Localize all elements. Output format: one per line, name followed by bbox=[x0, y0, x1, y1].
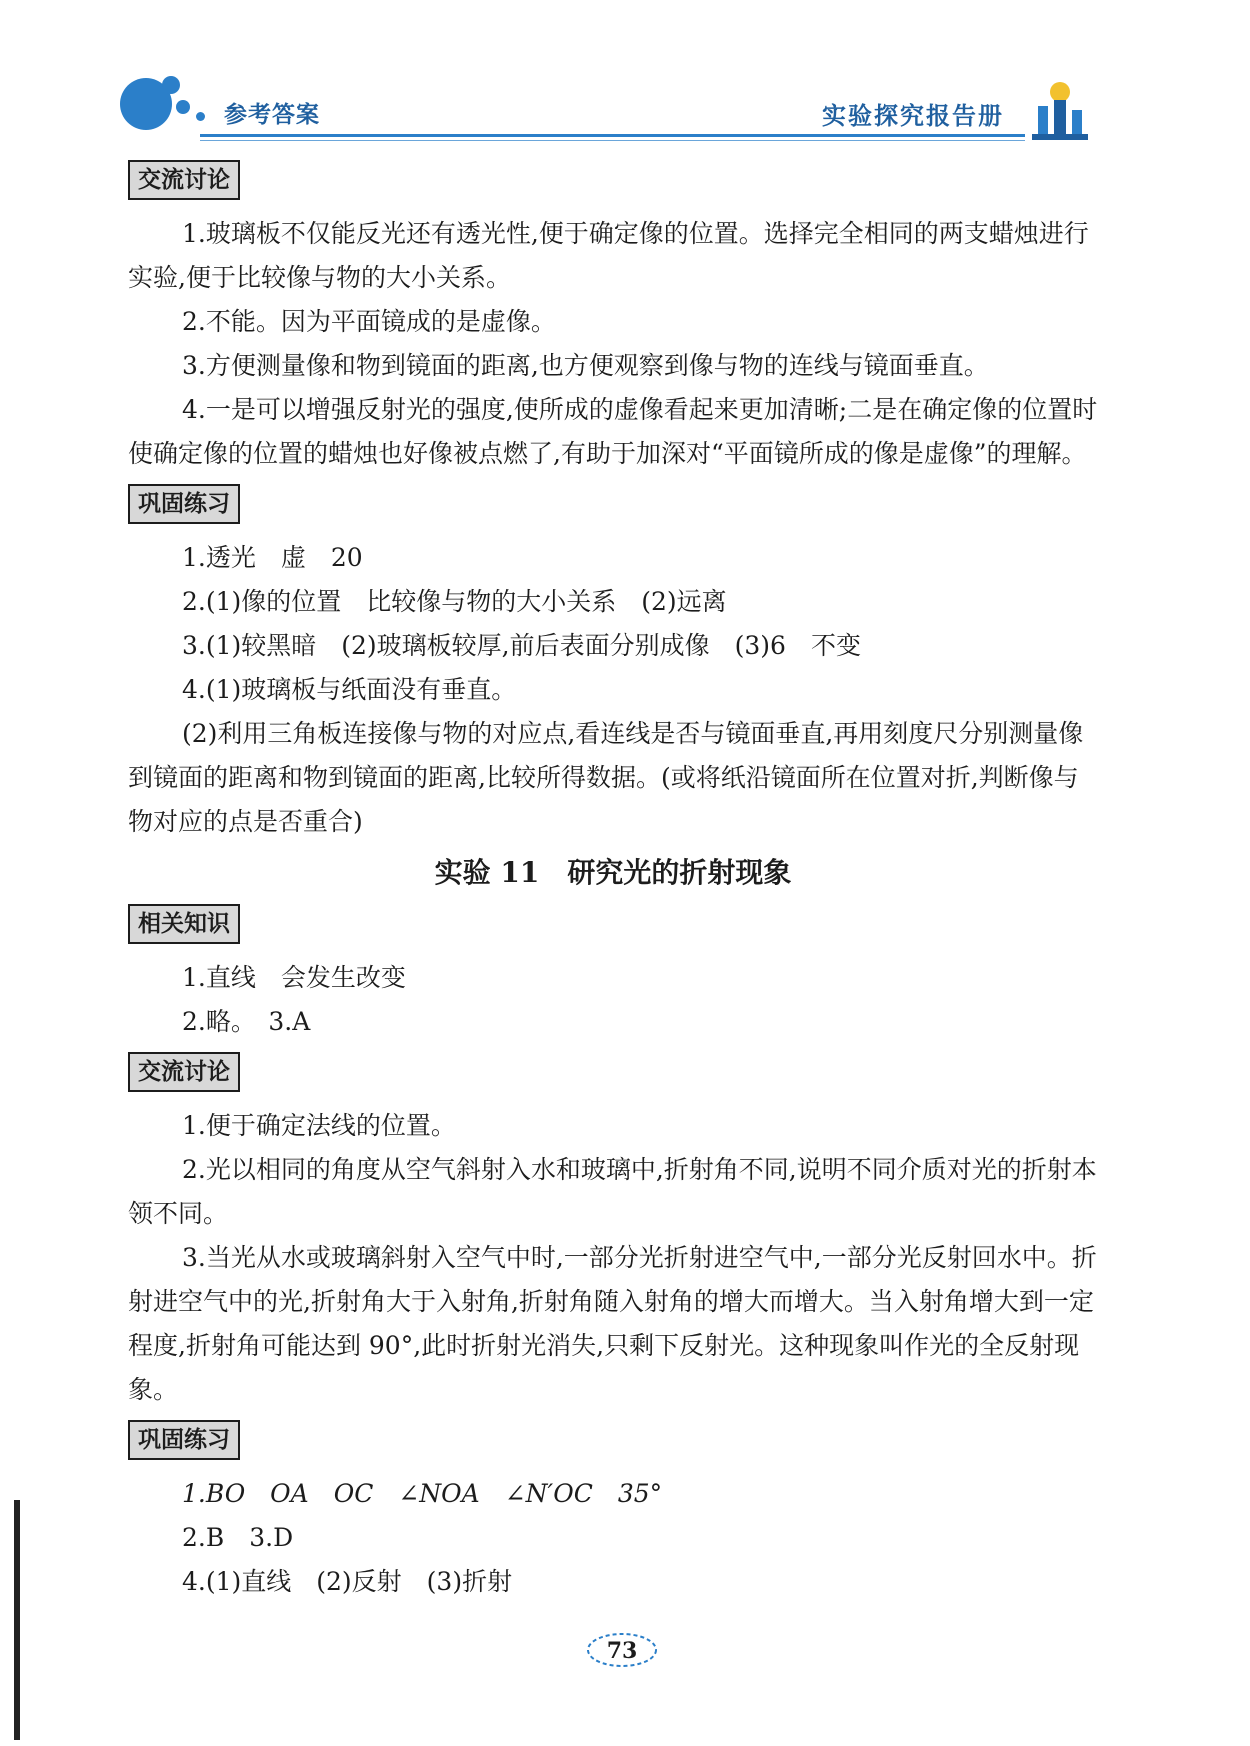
answer-item: 2.(1)像的位置 比较像与物的大小关系 (2)远离 bbox=[182, 587, 727, 616]
answer-item: 3.(1)较黑暗 (2)玻璃板较厚,前后表面分别成像 (3)6 不变 bbox=[182, 631, 861, 660]
binding-edge bbox=[14, 1500, 20, 1740]
answer-item: 4.(1)玻璃板与纸面没有垂直。 bbox=[182, 675, 517, 704]
section-tag-practice: 巩固练习 bbox=[128, 1420, 240, 1460]
answer-item: 2.光以相同的角度从空气斜射入水和玻璃中,折射角不同,说明不同介质对光的折射本领不同。 bbox=[128, 1155, 1097, 1228]
page-number-badge bbox=[586, 1630, 658, 1670]
answer-item: 3.当光从水或玻璃斜射入空气中时,一部分光折射进空气中,一部分光反射回水中。折射进空气中的光,折射角大于入射角,折射角随入射角的增大而增大。当入射角增大到一定程度,折射角可能达到 90°,此时折射光消失,只剩下反射光。这种现象叫作光的全反射现象。 bbox=[128, 1243, 1097, 1404]
page-number: 73 bbox=[606, 1638, 638, 1664]
section-tag-discussion: 交流讨论 bbox=[128, 160, 240, 200]
bubble-decoration-tiny bbox=[196, 112, 205, 121]
header-rule bbox=[200, 134, 1025, 137]
answer-item: 4.(1)直线 (2)反射 (3)折射 bbox=[182, 1567, 513, 1596]
bubble-decoration-medium bbox=[162, 76, 180, 94]
page-header bbox=[0, 0, 1250, 150]
answer-item: 2.B 3.D bbox=[182, 1523, 294, 1552]
bubble-decoration-small bbox=[176, 100, 190, 114]
answer-item: 3.方便测量像和物到镜面的距离,也方便观察到像与物的连线与镜面垂直。 bbox=[182, 351, 989, 380]
section-tag-knowledge: 相关知识 bbox=[128, 904, 240, 944]
answer-item: 2.略。 3.A bbox=[182, 1007, 311, 1036]
header-left-title: 参考答案 bbox=[224, 102, 320, 128]
section-tag-practice: 巩固练习 bbox=[128, 484, 240, 524]
answer-item: 1.透光 虚 20 bbox=[182, 543, 363, 572]
experiment-title: 实验 11 研究光的折射现象 bbox=[434, 856, 792, 889]
answer-item: (2)利用三角板连接像与物的对应点,看连线是否与镜面垂直,再用刻度尺分别测量像到镜面的距离和物到镜面的距离,比较所得数据。(或将纸沿镜面所在位置对折,判断像与物对应的点是否重合) bbox=[128, 719, 1084, 836]
header-right-title: 实验探究报告册 bbox=[822, 102, 1004, 130]
answer-item: 1.便于确定法线的位置。 bbox=[182, 1111, 456, 1140]
answer-item: 2.不能。因为平面镜成的是虚像。 bbox=[182, 307, 556, 336]
answer-item: 1.BO OA OC ∠NOA ∠N′OC 35° bbox=[182, 1479, 663, 1508]
answer-item: 4.一是可以增强反射光的强度,使所成的虚像看起来更加清晰;二是在确定像的位置时使确定像的位置的蜡烛也好像被点燃了,有助于加深对“平面镜所成的像是虚像”的理解。 bbox=[128, 395, 1098, 468]
answer-item: 1.玻璃板不仅能反光还有透光性,便于确定像的位置。选择完全相同的两支蜡烛进行实验,便于比较像与物的大小关系。 bbox=[128, 219, 1089, 292]
header-rule-thin bbox=[200, 140, 1025, 141]
lab-equipment-icon bbox=[1030, 80, 1090, 142]
answer-item: 1.直线 会发生改变 bbox=[182, 963, 406, 992]
page-content bbox=[128, 160, 1098, 1604]
section-tag-discussion: 交流讨论 bbox=[128, 1052, 240, 1092]
